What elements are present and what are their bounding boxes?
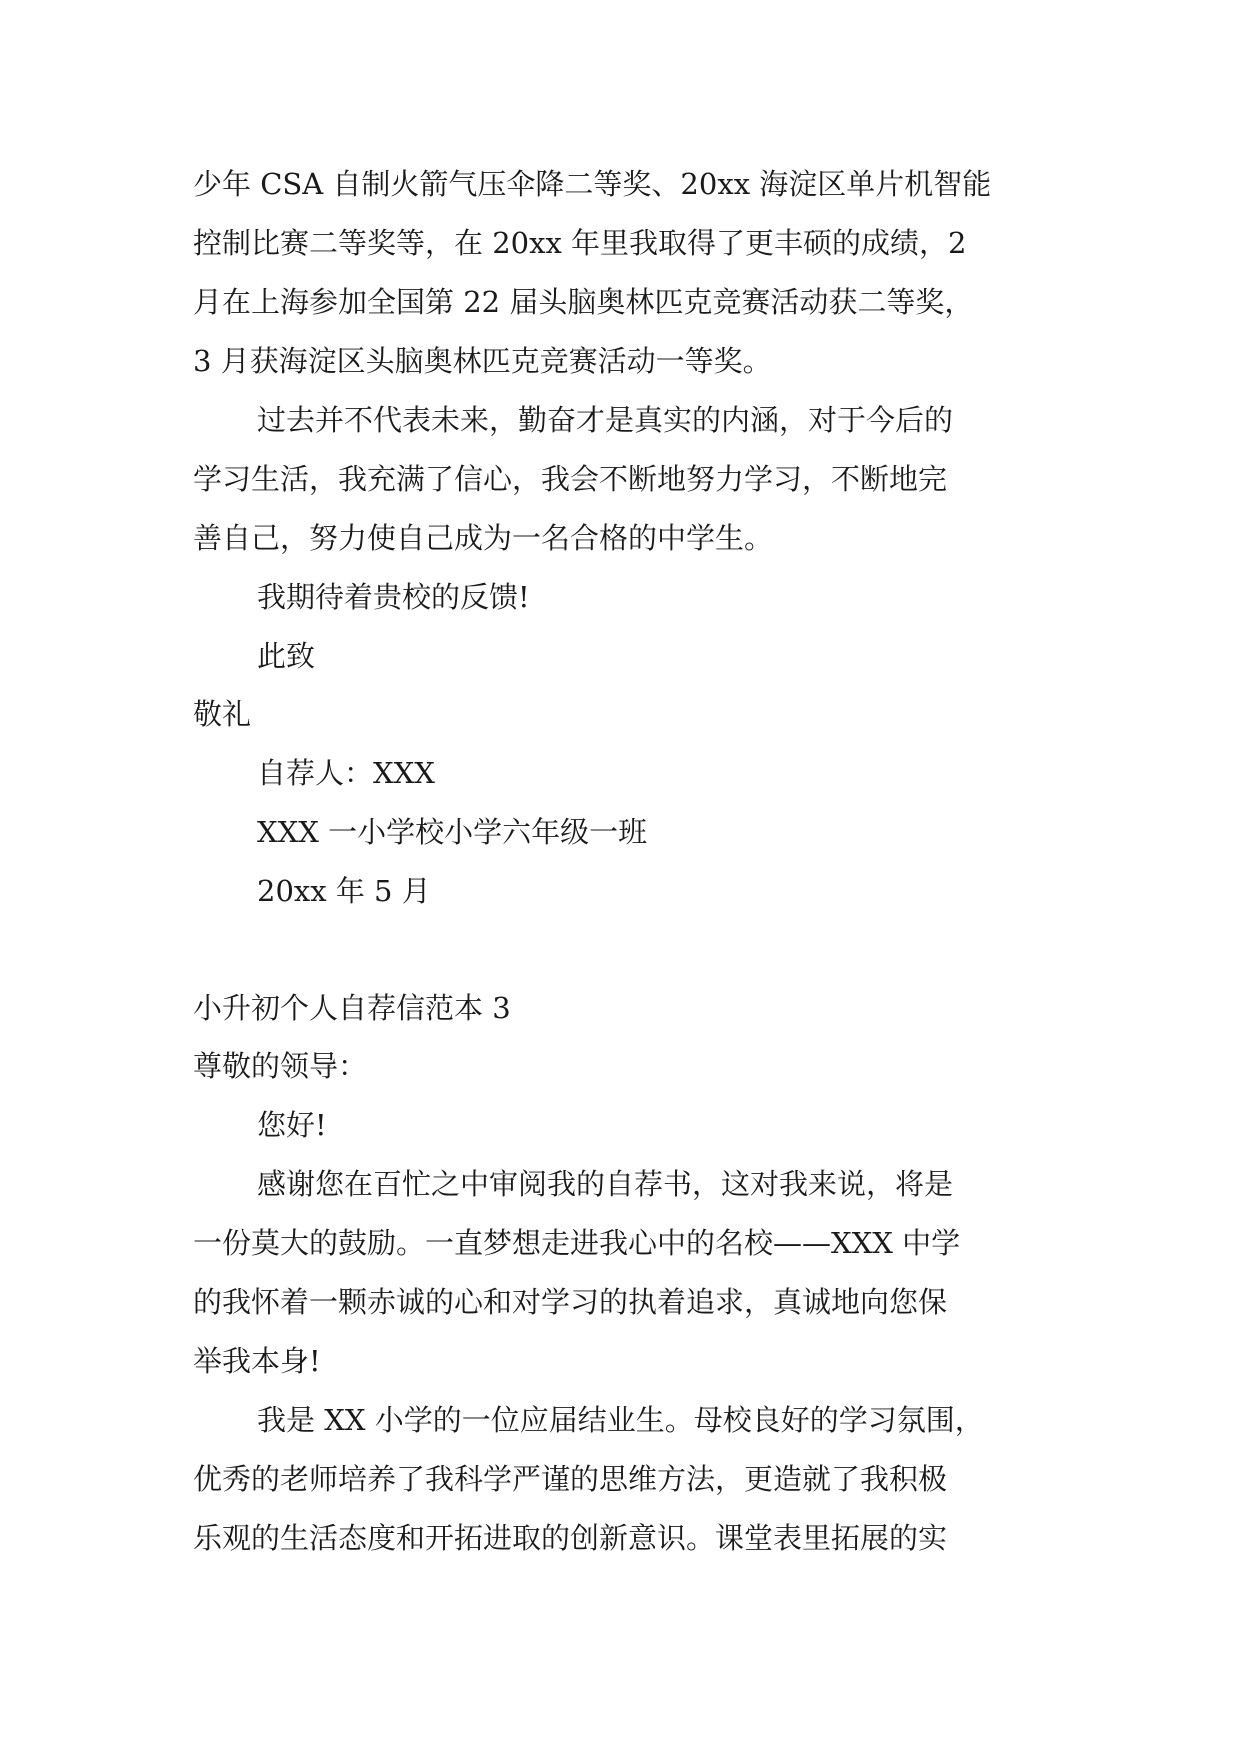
salutation-jingli: 敬礼 [193, 697, 252, 731]
signature-school: XXX 一小学校小学六年级一班 [257, 815, 648, 849]
body-line: 优秀的老师培养了我科学严谨的思维方法，更造就了我积极 [193, 1462, 948, 1496]
paragraph-first-line: 我是 XX 小学的一位应届结业生。母校良好的学习氛围， [257, 1403, 984, 1437]
paragraph-first-line: 感谢您在百忙之中审阅我的自荐书，这对我来说，将是 [257, 1167, 954, 1201]
body-line: 善自己，努力使自己成为一名合格的中学生。 [193, 521, 774, 555]
closing-remark: 我期待着贵校的反馈! [257, 580, 530, 614]
body-line: 控制比赛二等奖等，在 20xx 年里我取得了更丰硕的成绩，2 [193, 226, 967, 260]
body-line: 学习生活，我充满了信心，我会不断地努力学习，不断地完 [193, 462, 948, 496]
body-line: 举我本身! [193, 1344, 321, 1378]
paragraph-first-line: 过去并不代表未来，勤奋才是真实的内涵，对于今后的 [257, 403, 954, 437]
greeting-line: 尊敬的领导： [193, 1049, 368, 1083]
section-title: 小升初个人自荐信范本 3 [193, 991, 511, 1025]
greeting-hello: 您好! [257, 1108, 327, 1142]
body-line: 的我怀着一颗赤诚的心和对学习的执着追求，真诚地向您保 [193, 1285, 948, 1319]
body-line: 一份莫大的鼓励。一直梦想走进我心中的名校——XXX 中学 [193, 1226, 961, 1260]
signature-date: 20xx 年 5 月 [257, 874, 431, 908]
body-line: 乐观的生活态度和开拓进取的创新意识。课堂表里拓展的实 [193, 1521, 948, 1555]
signature-name: 自荐人：XXX [257, 756, 435, 790]
body-line: 少年 CSA 自制火箭气压伞降二等奖、20xx 海淀区单片机智能 [193, 167, 992, 201]
body-line: 3 月获海淀区头脑奥林匹克竞赛活动一等奖。 [193, 344, 772, 378]
salutation-cizhi: 此致 [257, 639, 316, 673]
body-line: 月在上海参加全国第 22 届头脑奥林匹克竞赛活动获二等奖， [193, 285, 974, 319]
